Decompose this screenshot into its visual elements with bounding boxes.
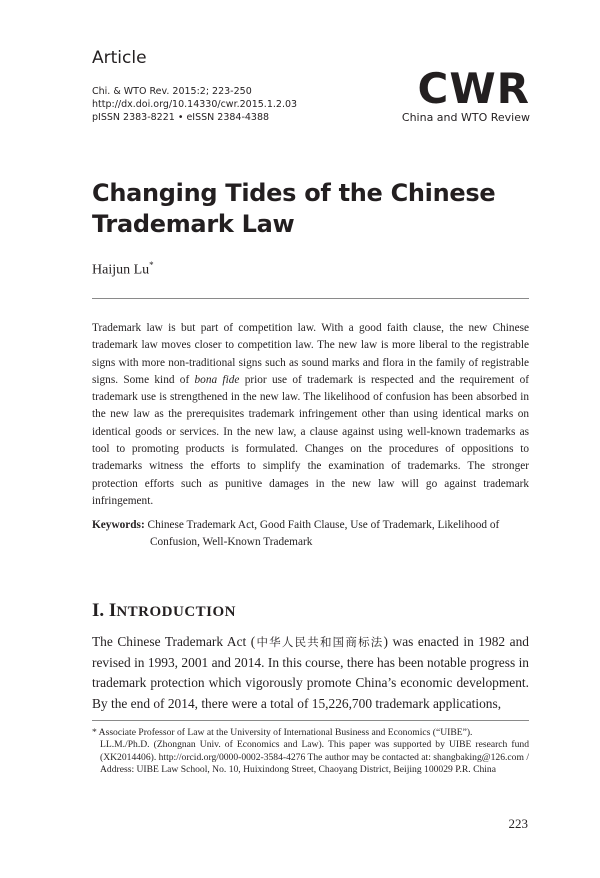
- paper-title: Changing Tides of the Chinese Trademark Law: [92, 179, 496, 238]
- journal-name: China and WTO Review: [401, 111, 530, 124]
- header-divider: [92, 298, 529, 299]
- body-paragraph: [92, 632, 529, 714]
- section-number: I.: [92, 600, 105, 621]
- journal-logo: CWR: [417, 64, 530, 113]
- keywords-line1: Chinese Trademark Act, Good Faith Clause, Use of Trademark, Likelihood of: [147, 519, 500, 531]
- citation-line: Chi. & WTO Rev. 2015:2; 223-250: [92, 86, 252, 97]
- body-text: The Chinese Trademark Act (: [92, 634, 256, 649]
- abstract-text: Trademark law is but part of competition law. With a good faith clause, the new Chinese trademark law moves closer to competition law. The new law is more liberal to the registrable signs with more non-traditional signs such as sound marks and flora in the family of registrable signs. Some kind of: [92, 322, 529, 386]
- author-name: Haijun Lu: [92, 262, 150, 278]
- doi-link[interactable]: http://dx.doi.org/10.14330/cwr.2015.1.2.03: [92, 99, 298, 110]
- footnote-rest: LL.M./Ph.D. (Zhongnan Univ. of Economics and Law). This paper was supported by UIBE research fund (XK2014406). http://orcid.org/0000-0002-3584-4276 The author may be contacted at: shangbaking@126.com / Address: UIBE Law School, No. 10, Huixindong Street, Chaoyang District, Beijing 100029 P.R. China: [100, 739, 529, 775]
- abstract: [92, 320, 529, 510]
- footnote-line1: * Associate Professor of Law at the University of International Business and Economics (“UIBE”).: [92, 727, 473, 738]
- author-line: [92, 260, 154, 279]
- issn-line: pISSN 2383-8221 • eISSN 2384-4388: [92, 112, 270, 123]
- section-title-rest: NTRODUCTION: [116, 604, 236, 620]
- body-text-continued: ) was enacted in 1982 and revised in 1993, 2001 and 2014. In this course, there has been notable progress in trademark protection which vigorously promote China’s economic development. By the end of 2014, there were a total of 15,226,700 trademark applications,: [92, 634, 529, 711]
- section-title-initial: I: [108, 600, 117, 621]
- article-type-label: Article: [92, 48, 147, 68]
- section-heading: [92, 600, 236, 622]
- author-footnote-mark[interactable]: *: [149, 260, 154, 270]
- footnote-divider: [92, 720, 529, 721]
- keywords: [92, 517, 529, 552]
- chinese-title: 中华人民共和国商标法: [255, 635, 384, 649]
- abstract-text-continued: prior use of trademark is respected and the requirement of trademark use is strengthened in the new law. The likelihood of confusion has been absorbed in the new law as the prerequisites trademark infringement other than using identical marks on identical goods or services. In the new law, a clause against using well-known trademarks as tool to promoting products is formulated. Changes on the procedures of oppositions to trademarks witness the efforts to simplify the examination of trademarks. The stronger protection efforts such as punitive damages in the new law will go against trademark infringement.: [92, 373, 530, 507]
- keywords-line2: Confusion, Well-Known Trademark: [150, 536, 313, 549]
- footnote: [92, 727, 529, 776]
- page-number: 223: [508, 816, 528, 831]
- keywords-label: Keywords:: [92, 519, 145, 531]
- abstract-italic-term: bona fide: [194, 373, 240, 386]
